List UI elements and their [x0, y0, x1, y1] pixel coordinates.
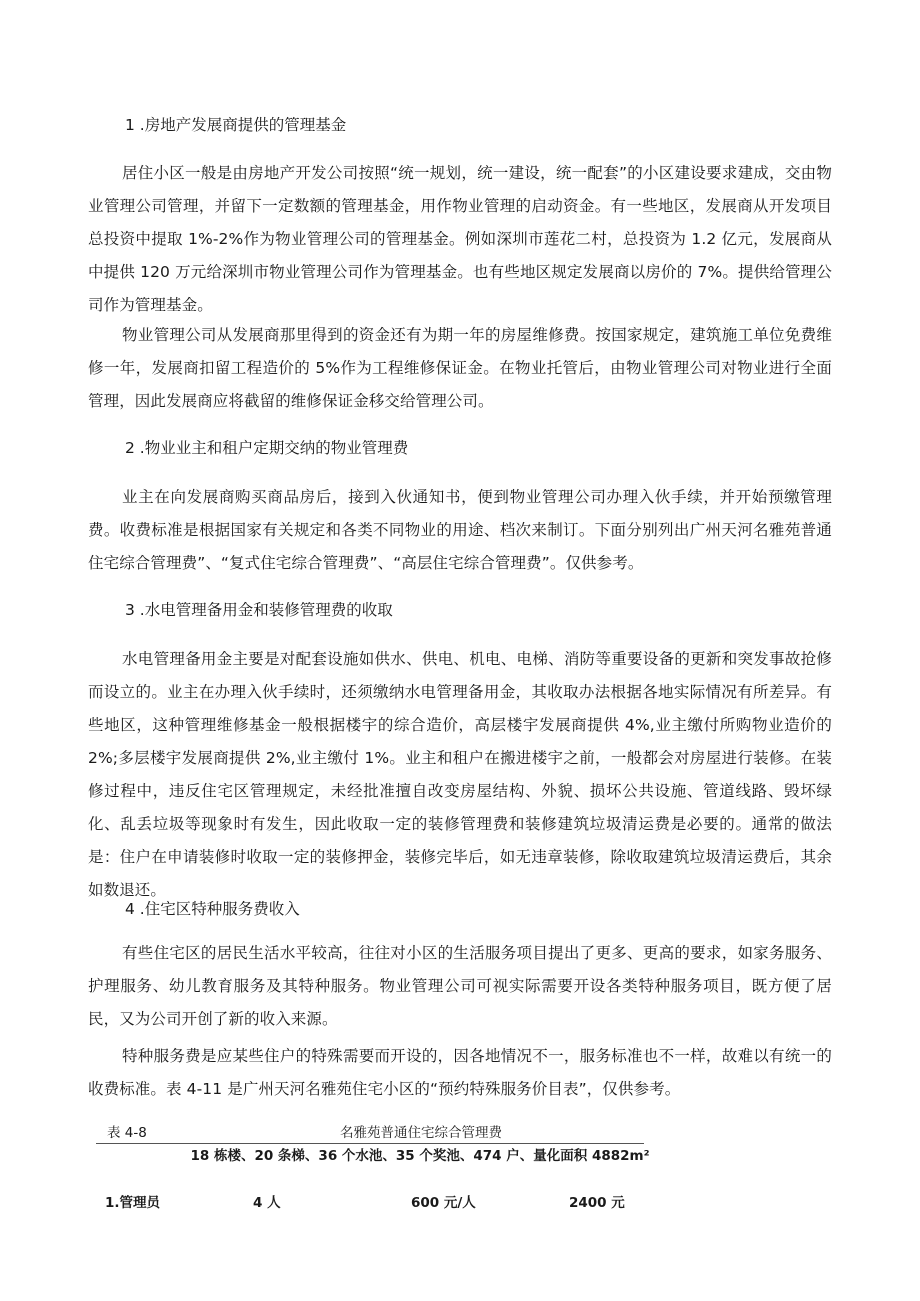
row-1-unit-price: 600 元/人 — [411, 1195, 476, 1211]
section-4-paragraph-2: 特种服务费是应某些住户的特殊需要而开设的，因各地情况不一，服务标准也不一样，故难以有统一的收费标准。表 4-11 是广州天河名雅苑住宅小区的“预约特殊服务价目表”，仅供参考。 — [88, 1047, 832, 1098]
row-1-total: 2400 元 — [569, 1195, 625, 1211]
table-subtitle: 18 栋楼、20 条梯、36 个水池、35 个奖池、474 户、量化面积 4882m² — [190, 1148, 650, 1164]
section-3-heading: 3 .水电管理备用金和装修管理费的收取 — [125, 601, 393, 619]
section-4-paragraph-1: 有些住宅区的居民生活水平较高，往往对小区的生活服务项目提出了更多、更高的要求，如家务服务、护理服务、幼儿教育服务及其特种服务。物业管理公司可视实际需要开设各类特种服务项目，既方便了居民，又为公司开创了新的收入来源。 — [88, 944, 832, 1028]
row-1-count: 4 人 — [253, 1195, 281, 1211]
section-4-heading: 4 .住宅区特种服务费收入 — [125, 900, 300, 918]
section-1-paragraph-2: 物业管理公司从发展商那里得到的资金还有为期一年的房屋维修费。按国家规定，建筑施工单位免费维修一年，发展商扣留工程造价的 5%作为工程维修保证金。在物业托管后，由物业管理公司对物业进行全面管理，因此发展商应将截留的维修保证金移交给管理公司。 — [88, 326, 832, 410]
section-2-paragraph-1: 业主在向发展商购买商品房后，接到入伙通知书，便到物业管理公司办理入伙手续，并开始预缴管理费。收费标准是根据国家有关规定和各类不同物业的用途、档次来制订。下面分别列出广州天河名雅苑普通住宅综合管理费”、“复式住宅综合管理费”、“高层住宅综合管理费”。仅供参考。 — [88, 488, 832, 572]
section-1-heading: 1 .房地产发展商提供的管理基金 — [125, 116, 347, 134]
section-1-paragraph-1: 居住小区一般是由房地产开发公司按照“统一规划，统一建设，统一配套”的小区建设要求建成，交由物业管理公司管理，并留下一定数额的管理基金，用作物业管理的启动资金。有一些地区，发展商从开发项目总投资中提取 1%-2%作为物业管理公司的管理基金。例如深圳市莲花二村，总投资为 1.2 亿元，发展商从中提供 120 万元给深圳市物业管理公司作为管理基金。也有些地区规定发展商以房价的 7%。提供给管理公司作为管理基金。 — [88, 164, 832, 314]
row-1-item: 1.管理员 — [105, 1195, 161, 1211]
table-rule — [96, 1143, 644, 1144]
table-label: 表 4-8 — [107, 1125, 147, 1141]
section-3-paragraph-1: 水电管理备用金主要是对配套设施如供水、供电、机电、电梯、消防等重要设备的更新和突发事故抢修而设立的。业主在办理入伙手续时，还须缴纳水电管理备用金，其收取办法根据各地实际情况有所差异。有些地区，这种管理维修基金一般根据楼宇的综合造价，高层楼宇发展商提供 4%,业主缴付所购物业造价的 2%;多层楼宇发展商提供 2%,业主缴付 1%。业主和租户在搬进楼宇之前，一般都会对房屋进行装修。在装修过程中，违反住宅区管理规定，未经批准擅自改变房屋结构、外貌、损坏公共设施、管道线路、毁坏绿化、乱丢垃圾等现象时有发生，因此收取一定的装修管理费和装修建筑垃圾清运费是必要的。通常的做法是：住户在申请装修时收取一定的装修押金，装修完毕后，如无违章装修，除收取建筑垃圾清运费后，其余如数退还。 — [88, 650, 832, 899]
section-2-heading: 2 .物业业主和租户定期交纳的物业管理费 — [125, 439, 409, 457]
table-title: 名雅苑普通住宅综合管理费 — [340, 1125, 502, 1141]
